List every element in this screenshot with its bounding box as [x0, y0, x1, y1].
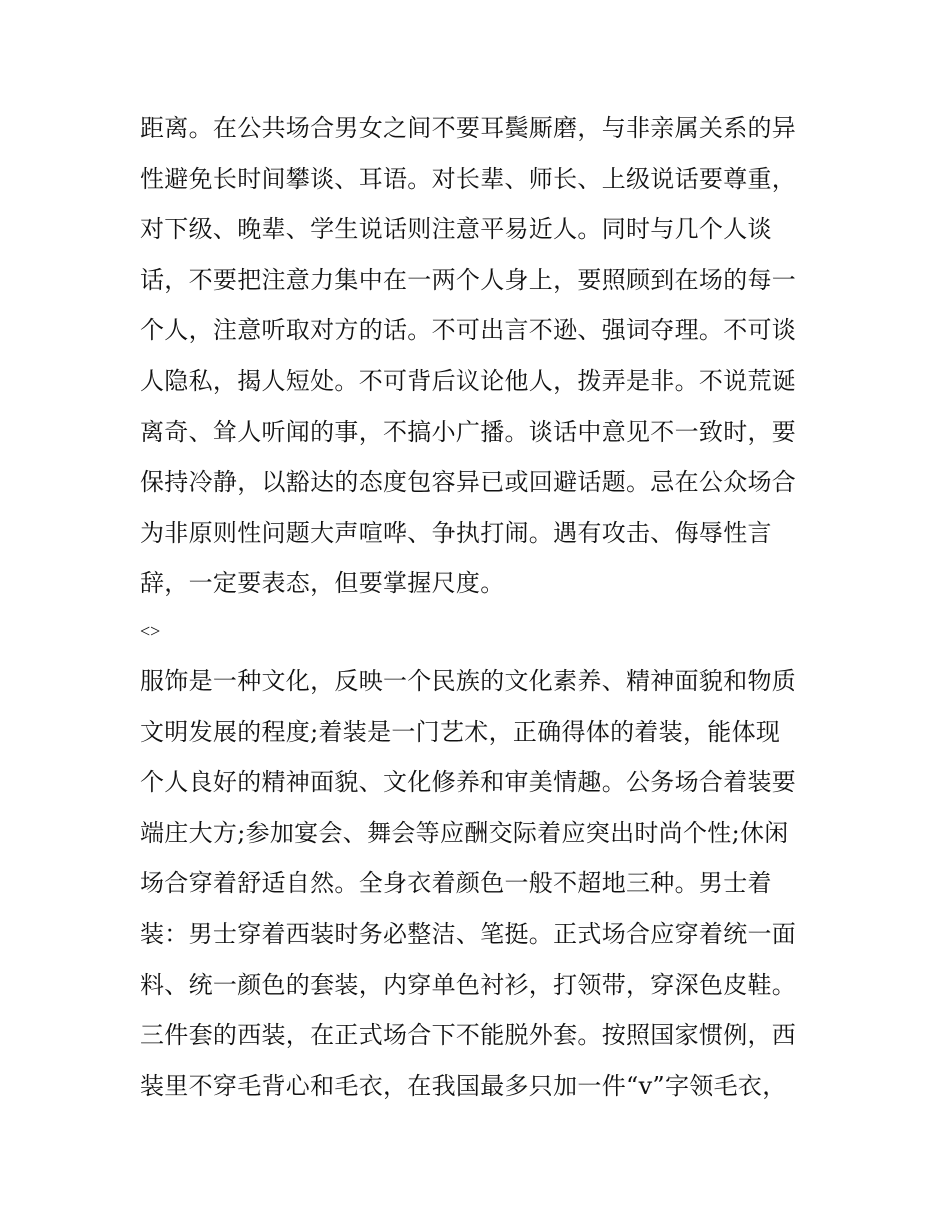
text-line: 性避免长时间攀谈、耳语。对长辈、师长、上级说话要尊重，: [140, 164, 797, 193]
text-line: 保持冷静，以豁达的态度包容异已或回避话题。忌在公众场合: [140, 468, 797, 497]
text-line: 三件套的西装，在正式场合下不能脱外套。按照国家惯例，西: [140, 1021, 797, 1050]
text-line: 离奇、耸人听闻的事，不搞小广播。谈话中意见不一致时，要: [140, 417, 797, 446]
text-line: 个人良好的精神面貌、文化修养和审美情趣。公务场合着装要: [140, 768, 797, 797]
text-line: 端庄大方;参加宴会、舞会等应酬交际着应突出时尚个性;休闲: [140, 818, 789, 847]
text-line: 装：男士穿着西装时务必整洁、笔挺。正式场合应穿着统一面: [140, 919, 797, 948]
text-line: 距离。在公共场合男女之间不要耳鬓厮磨，与非亲属关系的异: [140, 114, 797, 142]
text-line: 个人，注意听取对方的话。不可出言不逊、强词夺理。不可谈: [140, 316, 797, 345]
text-line: 服饰是一种文化，反映一个民族的文化素养、精神面貌和物质: [140, 667, 797, 695]
paragraph-dress-etiquette: [140, 656, 820, 1111]
text-line: 对下级、晚辈、学生说话则注意平易近人。同时与几个人谈: [140, 215, 772, 244]
text-line: 场合穿着舒适自然。全身衣着颜色一般不超地三种。男士着: [140, 869, 772, 898]
section-marker: <>: [140, 621, 161, 641]
text-line: 话，不要把注意力集中在一两个人身上，要照顾到在场的每一: [140, 265, 797, 294]
text-line: 为非原则性问题大声喧哗、争执打闹。遇有攻击、侮辱性言: [140, 518, 772, 547]
text-line: 辞，一定要表态，但要掌握尺度。: [140, 569, 505, 598]
text-line: 人隐私，揭人短处。不可背后议论他人，拨弄是非。不说荒诞: [140, 366, 797, 395]
paragraph-conversation-etiquette: [140, 103, 820, 609]
text-line: 料、统一颜色的套装，内穿单色衬衫，打领带，穿深色皮鞋。: [140, 970, 797, 999]
text-line: 装里不穿毛背心和毛衣，在我国最多只加一件“v”字领毛衣，: [140, 1071, 787, 1100]
text-line: 文明发展的程度;着装是一门艺术，正确得体的着装，能体现: [140, 717, 781, 746]
